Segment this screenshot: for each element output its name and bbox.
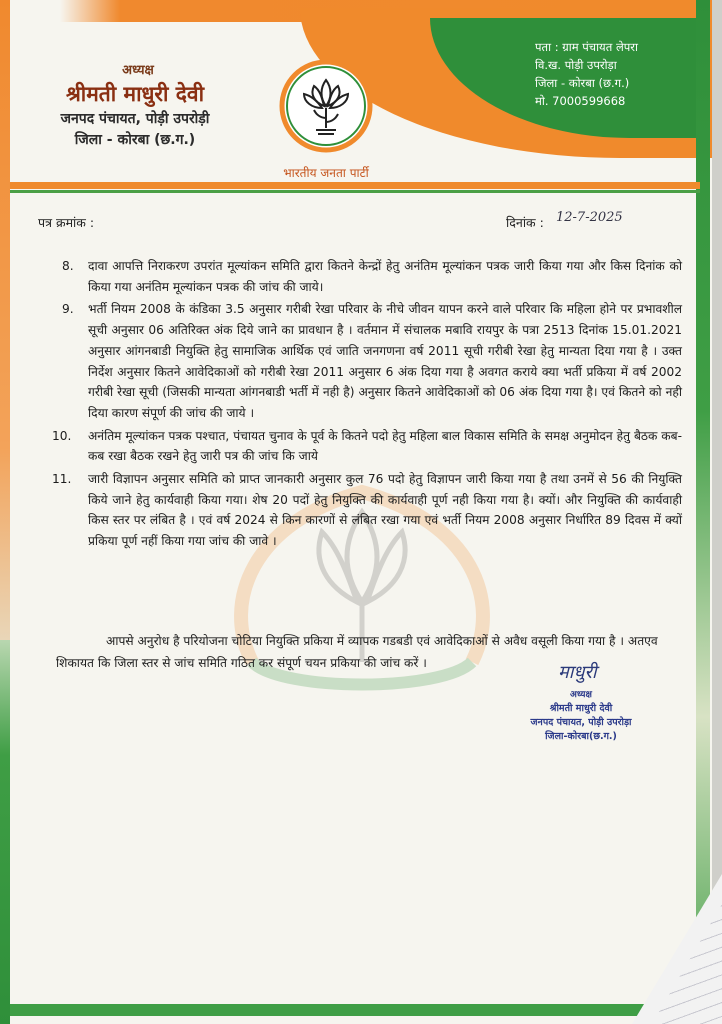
official-stamp bbox=[496, 688, 666, 744]
point-text: जारी विज्ञापन अनुसार समिति को प्राप्त जानकारी अनुसार कुल 76 पदो हेतु विज्ञापन जारी किया गया है तथा उनमें से 56 की नियुक्ति किये जाने हेतु कार्यवाही किया गया। शेष 20 पदों हेतु नियुक्ति की कार्यवाही पूर्ण नही किया गया है। क्यों। और नियुक्ति की कार्यवाही किस स्तर पर लंबित है । एवं वर्ष 2024 से किन कारणों से लंबित रखा गया एवं भर्ती नियम 2008 अनुसार निर्धारित 89 दिवस में क्यों प्रकिया पूर्ण नहीं किया गया जांच की जावे । bbox=[88, 472, 682, 549]
lotus-logo-icon bbox=[278, 58, 374, 154]
list-item bbox=[62, 256, 682, 297]
address-line: पता : ग्राम पंचायत लेपरा bbox=[535, 40, 638, 54]
list-item bbox=[62, 299, 682, 423]
handwritten-date: 12-7-2025 bbox=[556, 210, 623, 225]
stamp-district: जिला-कोरबा(छ.ग.) bbox=[545, 731, 617, 742]
phone-number: मो. 7000599668 bbox=[535, 94, 626, 108]
point-text: भर्ती नियम 2008 के कंडिका 3.5 अनुसार गरीबी रेखा परिवार के नीचे जीवन यापन करने वाले परिवार कि महिला होने पर प्रभावशील सूची अनुसार 06 अतिरिक्त अंक दिये जाने का प्रावधान है । वर्तमान में संचालक मबावि रायपुर के पत्रा 2513 दिनांक 15.01.2021 अनुसार आंगनबाडी नियुक्ति हेतु सामाजिक आर्थिक एवं जाति जनगणना वर्ष 2011 सूची गरीबी रेखा हेतु मान्यता दिया गया है । उक्त निर्देश अनुसार कितने आवेदिकाओं को गरीबी रेखा 2011 अनुसार 6 अंक दिया गया है अवगत कराये क्या भर्ती प्रकिया में वर्ष 2002 गरीबी रेखा सूची (जिसकी मान्यता आंगनबाडी भर्ती में नही है) अनुसार कितने आवेदिकाओं को 06 अंक दिया गया है। एवं कितने को नही दिया कारण संपूर्ण की जांच की जाये । bbox=[88, 302, 682, 420]
sender-name: श्रीमती माधुरी देवी bbox=[65, 82, 205, 106]
stamp-office: जनपद पंचायत, पोड़ी उपरोड़ा bbox=[530, 717, 632, 728]
list-item bbox=[52, 469, 682, 552]
right-green-border bbox=[696, 0, 710, 1024]
footer-green-border bbox=[10, 1004, 700, 1016]
date-label: दिनांक : bbox=[506, 215, 544, 230]
header-divider-green bbox=[10, 190, 700, 193]
point-number: 11. bbox=[52, 472, 72, 487]
stamp-name: श्रीमती माधुरी देवी bbox=[549, 703, 613, 714]
address-line: वि.ख. पोड़ी उपरोड़ा bbox=[535, 58, 617, 72]
request-paragraph: आपसे अनुरोध है परियोजना चोटिया नियुक्ति प्रकिया में व्यापक गडबडी एवं आवेदिकाओं से अवैध वसूली किया गया है । अतएव शिकायत कि जिला स्तर से जांच समिति गठित कर संपूर्ण चयन प्रकिया की जांच करें । bbox=[56, 634, 658, 670]
signature: माधुरी bbox=[558, 662, 597, 683]
sender-office: जनपद पंचायत, पोड़ी उपरोड़ी bbox=[60, 111, 210, 127]
header-divider-saffron bbox=[10, 182, 700, 189]
point-number: 9. bbox=[62, 302, 74, 317]
reference-label: पत्र क्रमांक : bbox=[38, 215, 95, 230]
designation: अध्यक्ष bbox=[122, 63, 154, 78]
point-text: दावा आपत्ति निराकरण उपरांत मूल्यांकन समिति द्वारा कितने केन्द्रों हेतु अनंतिम मूल्यांकन पत्रक जारी किया गया और किस दिनांक को किया गया अनंतिम मूल्यांकन पत्रक की जांच की जाये। bbox=[88, 259, 682, 294]
point-number: 8. bbox=[62, 259, 74, 273]
address-line: जिला - कोरबा (छ.ग.) bbox=[535, 76, 630, 90]
sender-district: जिला - कोरबा (छ.ग.) bbox=[74, 132, 196, 148]
party-name: भारतीय जनता पार्टी bbox=[283, 166, 369, 180]
left-green-border bbox=[0, 640, 10, 1024]
list-item bbox=[52, 426, 682, 467]
address-block bbox=[535, 38, 685, 110]
point-text: अनंतिम मूल्यांकन पत्रक पश्चात, पंचायत चुनाव के पूर्व के कितने पदो हेतु महिला बाल विकास समिति के समक्ष अनुमोदन हेतु बैठक कब- कब रखा बैठक रखने हेतु जारी पत्र की जांच कि जाये bbox=[88, 428, 682, 464]
left-saffron-border bbox=[0, 0, 10, 640]
complaint-points bbox=[52, 256, 682, 554]
stamp-title: अध्यक्ष bbox=[570, 690, 592, 700]
point-number: 10. bbox=[52, 428, 72, 443]
